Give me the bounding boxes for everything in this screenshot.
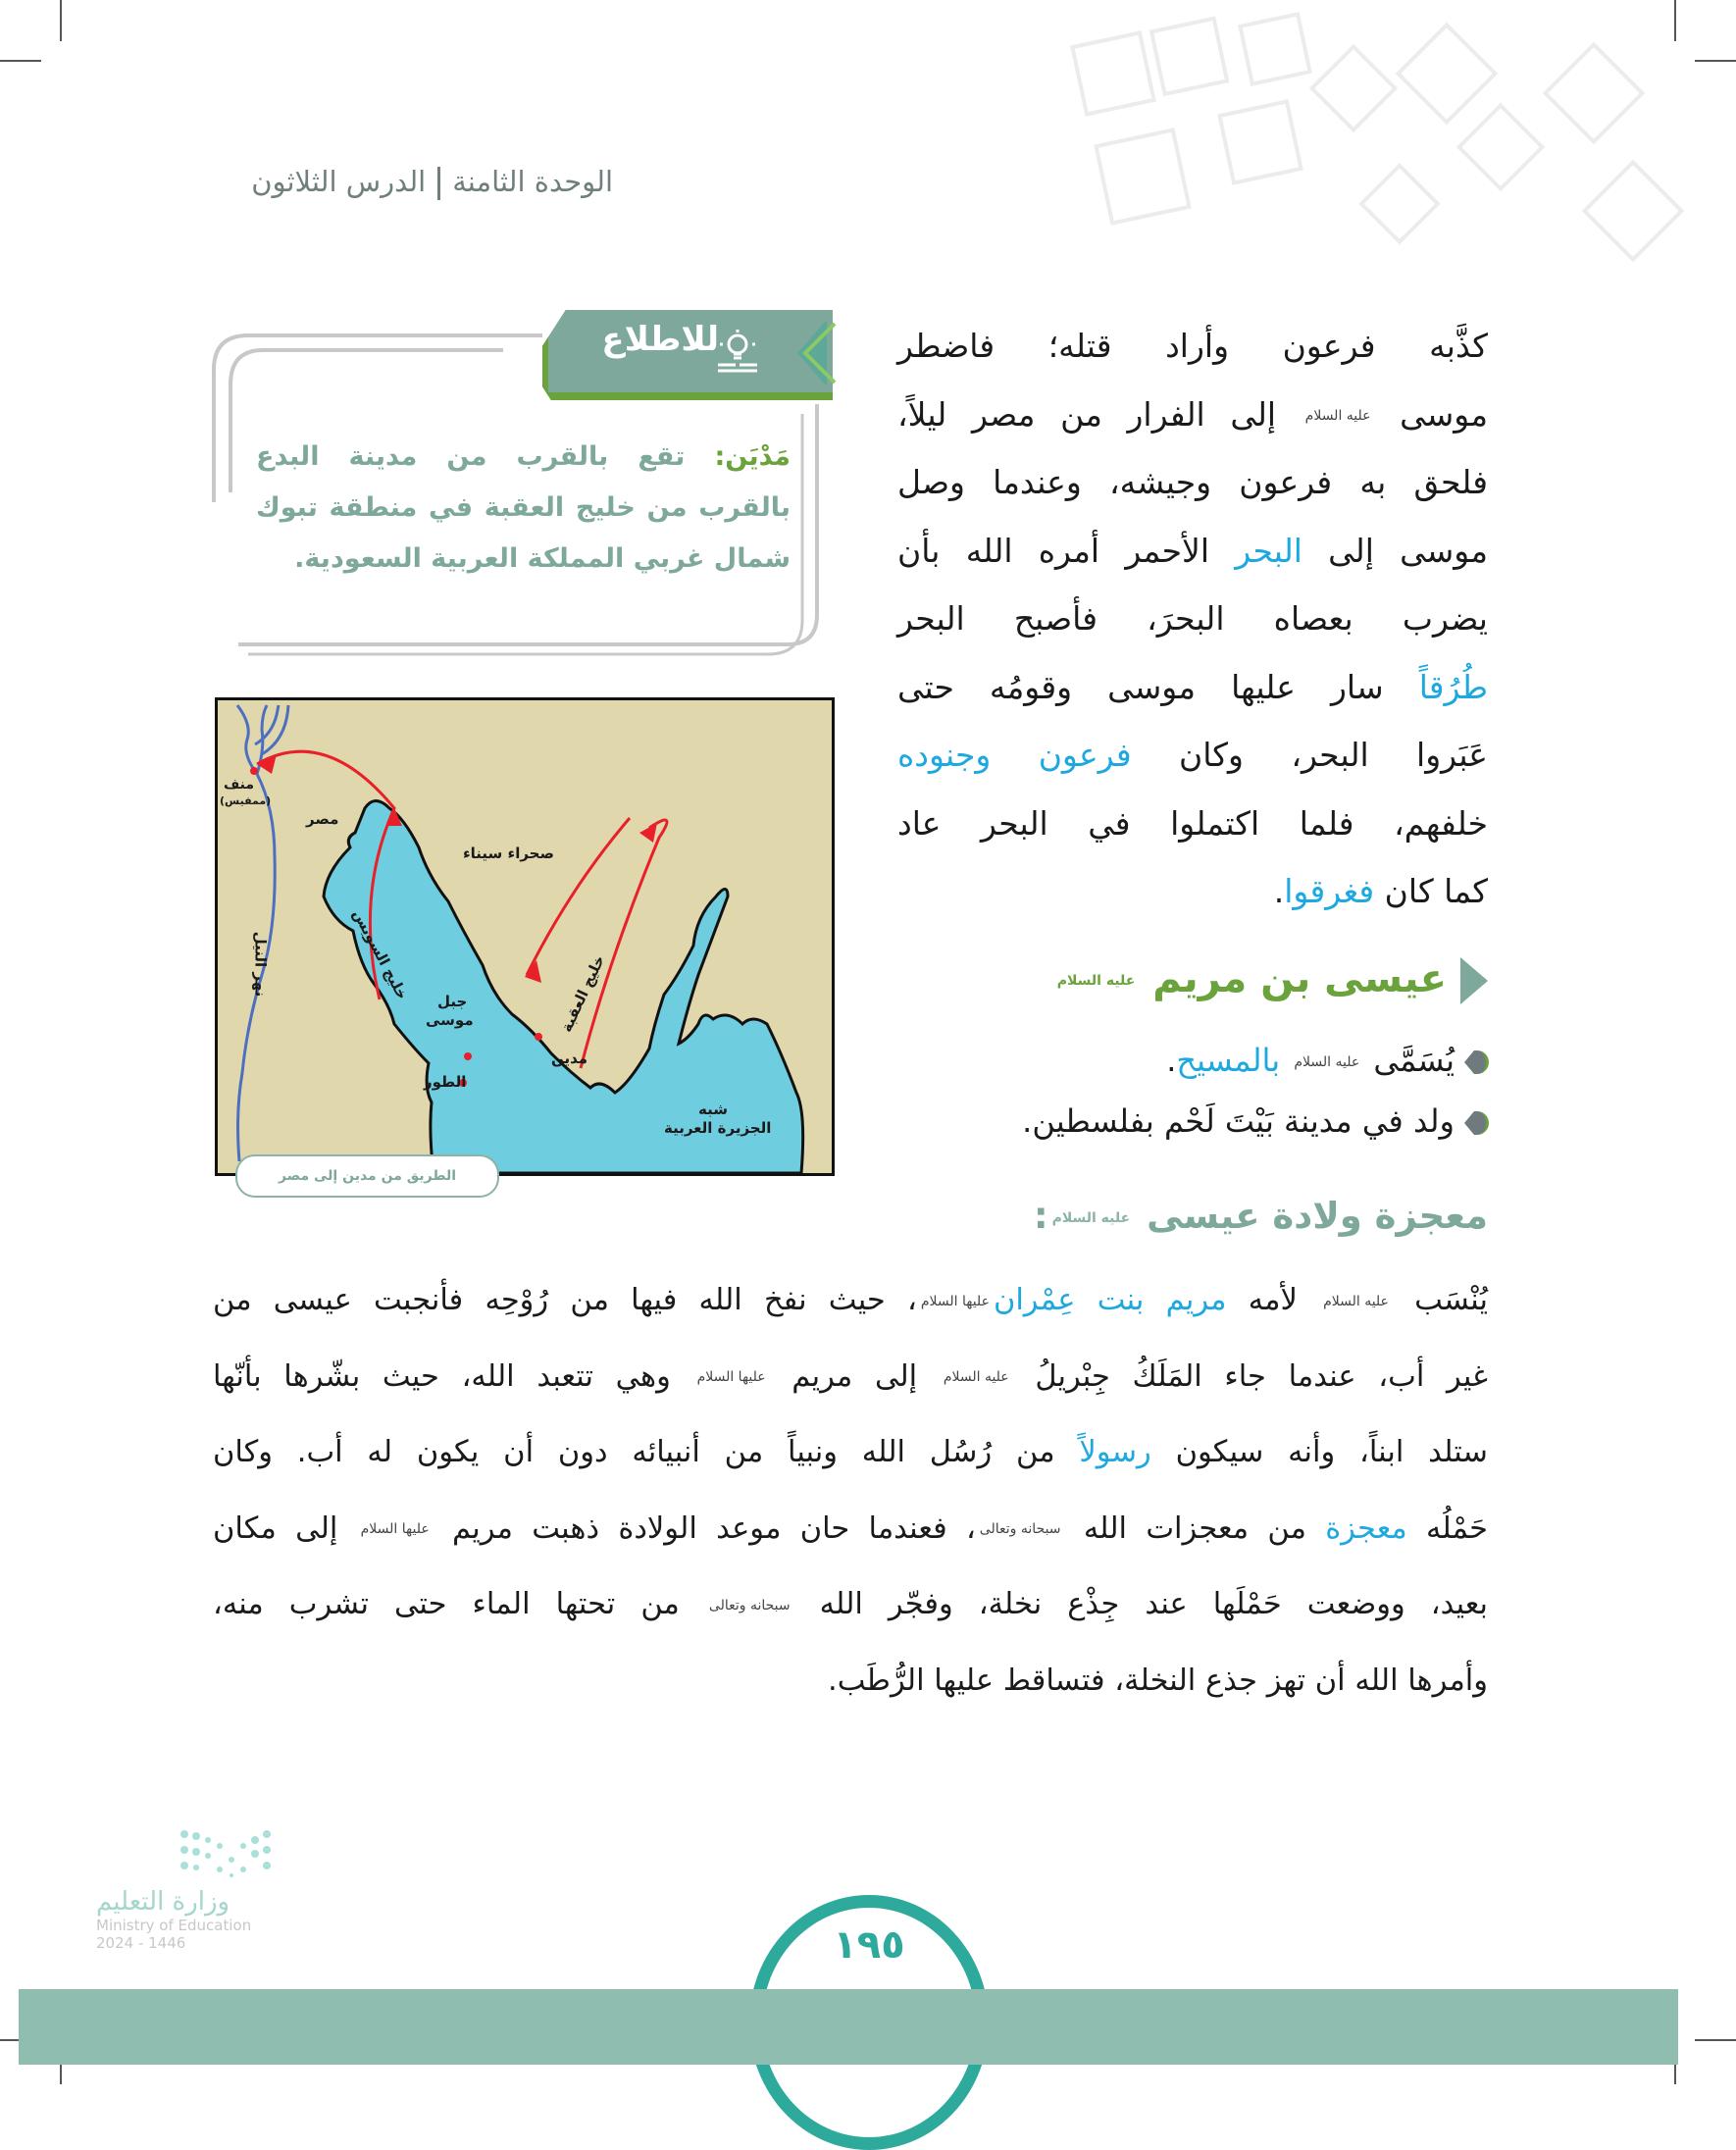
- info-line: بالقرب من خليج العقبة في منطقة تبوك: [256, 492, 791, 523]
- info-box-text: [256, 432, 791, 585]
- heading-text: معجزة ولادة عيسى: [1147, 1195, 1488, 1237]
- honorific: عليه السلام: [1323, 1293, 1389, 1309]
- text-line: [897, 790, 1488, 858]
- text-line: [897, 312, 1488, 381]
- miracle-paragraph: [213, 1262, 1488, 1718]
- moses-story: [897, 312, 1488, 926]
- route-map: [215, 697, 835, 1176]
- text-line: [897, 653, 1488, 722]
- honorific: عليها السلام: [920, 1293, 990, 1309]
- text-segment: كذَّبه فرعون وأراد قتله؛ فاضطر: [897, 327, 1488, 365]
- unit-title: الوحدة الثامنة: [452, 165, 613, 198]
- highlighted-term: طُرُقاً: [1418, 667, 1488, 706]
- text-segment: من معجزات الله: [1064, 1510, 1326, 1546]
- text-segment: لأمه: [1226, 1283, 1320, 1317]
- map-label-aqaba: خليج العقبة: [557, 951, 609, 1036]
- text-segment: غير أب، عندما جاء المَلَكُ جِبْريلُ: [1012, 1358, 1488, 1394]
- highlighted-term: بالمسيح: [1176, 1042, 1281, 1079]
- highlighted-term: معجزة: [1325, 1510, 1407, 1546]
- text-segment: إلى مريم: [769, 1358, 940, 1394]
- info-box: [209, 306, 837, 659]
- text-segment: من رُسُل الله ونبياً من أنبيائه دون أن يكون له أب. وكان: [213, 1435, 1080, 1469]
- text-segment: موسى: [1374, 394, 1489, 434]
- bullet-text: [1022, 1102, 1455, 1140]
- map-label-arabia-1: شبه: [698, 1101, 728, 1118]
- lesson-title: الدرس الثلاثون: [251, 165, 427, 198]
- map-graphic: [218, 700, 832, 1173]
- honorific: عليه السلام: [943, 1369, 1009, 1385]
- text-segment: بعيد، ووضعت حَمْلَها عند جِذْع نخلة، وفجّر الله: [793, 1587, 1488, 1621]
- crop-mark: [60, 0, 62, 41]
- text-segment: ستلد ابناً، وأنه سيكون: [1150, 1435, 1488, 1469]
- map-label-egypt: مصر: [306, 810, 339, 828]
- text-line: [213, 1339, 1488, 1415]
- text-line: [213, 1643, 1488, 1719]
- text-segment: إلى الفرار من مصر ليلاً،: [897, 394, 1302, 434]
- honorific: عليها السلام: [360, 1521, 430, 1537]
- honorific: عليه السلام: [1304, 408, 1371, 424]
- map-label-memphis: منف: [224, 777, 255, 793]
- text-line: [213, 1566, 1488, 1643]
- text-segment: ، فعندما حان موعد الولادة ذهبت مريم: [433, 1510, 976, 1546]
- honorific: عليها السلام: [696, 1369, 766, 1385]
- map-label-mount-1: جبل: [437, 993, 468, 1010]
- info-line: تقع بالقرب من مدينة البدع: [256, 441, 686, 472]
- text-line: [897, 381, 1488, 449]
- text-segment: ولد في مدينة بَيْتَ لَحْم بفلسطين.: [1022, 1102, 1455, 1140]
- chevron-left-icon: [788, 318, 837, 388]
- text-segment: يُسَمَّى: [1363, 1042, 1455, 1079]
- text-segment: حَمْلُه: [1406, 1510, 1488, 1546]
- section-heading-miracle: معجزة ولادة عيسى عليه السلام:: [1033, 1195, 1488, 1237]
- bullet-icon: [1464, 1111, 1489, 1135]
- text-segment: موسى إلى: [1302, 531, 1488, 570]
- text-line: [897, 721, 1488, 790]
- text-segment: وأمرها الله أن تهز جذع النخلة، فتساقط عليها الرُّطَب.: [828, 1663, 1488, 1698]
- info-term: مَدْيَن:: [714, 441, 791, 472]
- text-segment: [1280, 1042, 1290, 1079]
- crop-mark: [1695, 2039, 1736, 2041]
- ministry-logo: [96, 1824, 273, 1952]
- map-caption: الطريق من مدين إلى مصر: [235, 1154, 499, 1198]
- ministry-name-en: Ministry of Education: [96, 1917, 252, 1934]
- decorative-pattern: [1049, 0, 1736, 314]
- page-header: [196, 165, 613, 200]
- text-segment: يُنْسَب: [1392, 1283, 1488, 1317]
- bullet-item: [1166, 1042, 1489, 1079]
- map-label-madyan: مدين: [551, 1049, 588, 1067]
- ministry-logo-dots: [96, 1824, 273, 1883]
- map-label-tur: الطور: [424, 1073, 467, 1091]
- honorific: سبحانه وتعالى: [979, 1521, 1061, 1537]
- ministry-year: 2024 - 1446: [96, 1934, 186, 1952]
- header-divider: [437, 167, 440, 200]
- highlighted-term: رسولاً: [1079, 1435, 1151, 1469]
- honorific: عليه السلام: [1056, 973, 1136, 989]
- map-label-nile: نهر النيل: [251, 931, 270, 998]
- text-line: [213, 1414, 1488, 1491]
- text-line: [213, 1491, 1488, 1567]
- text-segment: .: [1166, 1042, 1177, 1079]
- text-line: [897, 448, 1488, 517]
- chevron-left-icon: [1460, 957, 1488, 1004]
- crop-mark: [0, 60, 41, 62]
- text-segment: كما كان: [1374, 872, 1488, 910]
- text-segment: وهي تتعبد الله، حيث بشّرها بأنّها: [213, 1358, 693, 1394]
- text-segment: إلى مكان: [213, 1510, 357, 1546]
- highlighted-term: البحر: [1235, 531, 1302, 570]
- text-line: [897, 517, 1488, 586]
- text-segment: الأحمر أمره الله بأن: [897, 531, 1236, 570]
- map-label-mount-2: موسى: [426, 1011, 474, 1029]
- info-box-title: للاطلاع: [601, 320, 719, 359]
- ministry-name-ar: وزارة التعليم: [96, 1887, 230, 1917]
- lightbulb-book-icon: [714, 328, 761, 375]
- page-number: ١٩٥: [833, 1922, 905, 1968]
- bullet-item: [1022, 1102, 1489, 1140]
- text-line: [897, 857, 1488, 926]
- text-segment: سار عليها موسى وقومُه حتى: [897, 667, 1419, 706]
- heading-text: عيسى بن مريم: [1152, 956, 1447, 1001]
- map-label-suez: خليج السويس: [348, 906, 412, 1002]
- honorific: عليه السلام: [1294, 1054, 1360, 1070]
- highlighted-term: فغرقوا: [1284, 872, 1375, 910]
- highlighted-term: فرعون وجنوده: [897, 736, 1132, 774]
- text-segment: يضرب بعصاه البحرَ، فأصبح البحر: [897, 599, 1488, 638]
- text-segment: عَبَروا البحر، وكان: [1131, 736, 1488, 774]
- footer-bar: [19, 1989, 1678, 2065]
- text-segment: ، حيث نفخ الله فيها من رُوْحِه فأنجبت عيسى من: [213, 1283, 917, 1317]
- text-segment: .: [1273, 872, 1285, 910]
- map-label-arabia-2: الجزيرة العربية: [664, 1119, 772, 1137]
- text-line: [213, 1262, 1488, 1339]
- map-label-sinai: صحراء سيناء: [463, 845, 554, 862]
- section-heading-isa: [981, 956, 1488, 1004]
- text-segment: من تحتها الماء حتى تشرب منه،: [213, 1587, 705, 1621]
- honorific: عليه السلام: [1051, 1209, 1131, 1226]
- highlighted-term: مريم بنت عِمْران: [993, 1283, 1227, 1317]
- bullet-icon: [1464, 1050, 1489, 1074]
- map-label-memphis-alt: (ممفيس): [220, 794, 272, 807]
- text-segment: خلفهم، فلما اكتملوا في البحر عاد: [897, 803, 1488, 843]
- info-line: شمال غربي المملكة العربية السعودية.: [294, 543, 791, 574]
- text-segment: فلحق به فرعون وجيشه، وعندما وصل: [897, 463, 1488, 501]
- text-line: [897, 585, 1488, 653]
- bullet-text: [1166, 1042, 1455, 1079]
- honorific: سبحانه وتعالى: [708, 1597, 791, 1613]
